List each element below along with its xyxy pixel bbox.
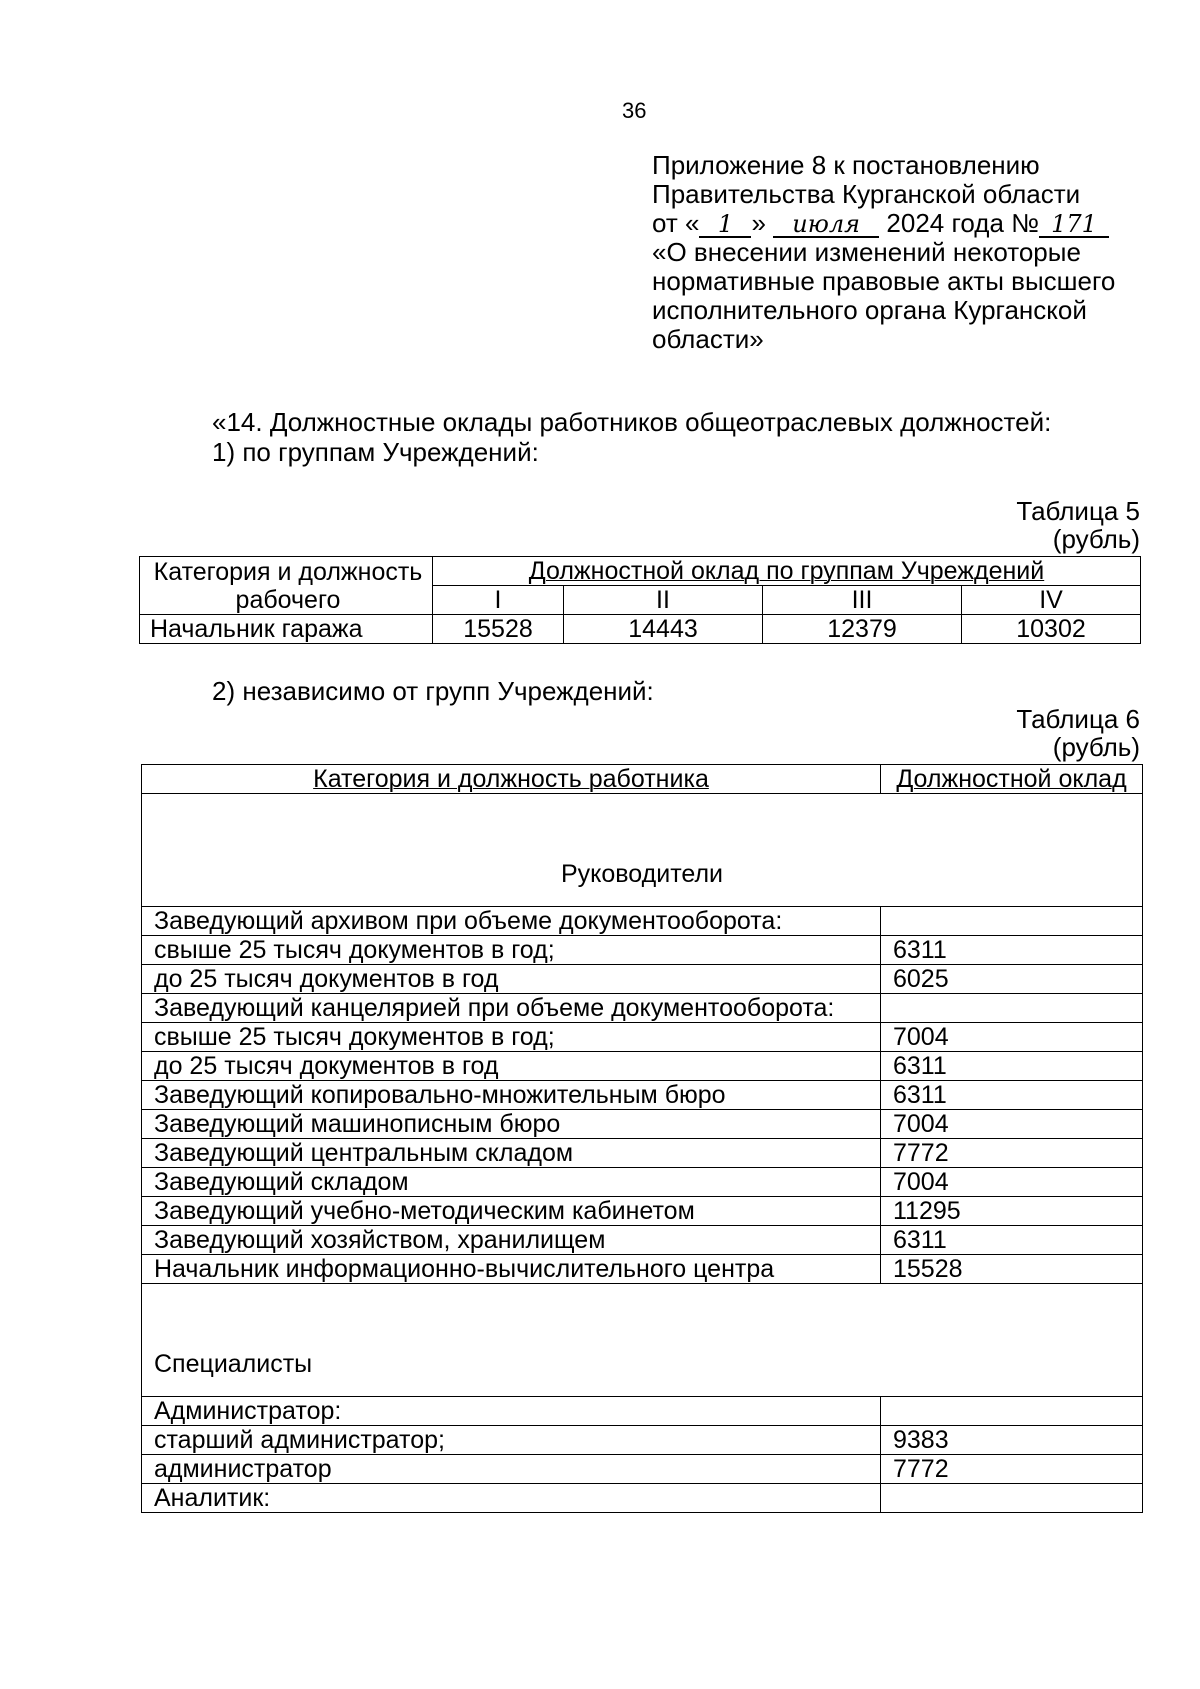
table-row <box>142 994 1143 1023</box>
table6-salary: 15528 <box>881 1255 1143 1284</box>
handwritten-number: 171 <box>1039 212 1109 238</box>
table6-salary <box>881 1484 1143 1513</box>
page-number: 36 <box>622 98 647 123</box>
appendix-line: исполнительного органа Курганской <box>652 295 1087 325</box>
table5-group-2: II <box>564 586 763 615</box>
table6-position: Заведующий канцелярией при объеме документооборота: <box>142 994 881 1023</box>
table-row <box>142 1484 1143 1513</box>
table-row <box>142 1226 1143 1255</box>
table6-salary <box>881 1397 1143 1426</box>
table6-position: администратор <box>142 1455 881 1484</box>
table5-position: Начальник гаража <box>140 615 433 644</box>
table-row <box>142 1052 1143 1081</box>
table6-salary: 6311 <box>881 1081 1143 1110</box>
table5-value: 10302 <box>962 615 1141 644</box>
table6-position: Заведующий архивом при объеме документооборота: <box>142 907 881 936</box>
table6-salary: 7004 <box>881 1168 1143 1197</box>
date-prefix: от « <box>652 208 700 238</box>
handwritten-month: июля <box>773 212 879 238</box>
table5 <box>139 556 1141 644</box>
table6-salary: 7004 <box>881 1023 1143 1052</box>
table5-value: 14443 <box>564 615 763 644</box>
date-year-text: 2024 года № <box>886 208 1040 238</box>
table-row <box>142 1255 1143 1284</box>
table6-position: до 25 тысяч документов в год <box>142 1052 881 1081</box>
table6-salary <box>881 907 1143 936</box>
table-row <box>142 1455 1143 1484</box>
table5-value: 12379 <box>763 615 962 644</box>
table5-unit: (рубль) <box>1052 524 1140 554</box>
appendix-line: области» <box>652 324 764 354</box>
table6-salary: 6025 <box>881 965 1143 994</box>
table6-salary: 6311 <box>881 936 1143 965</box>
table6-section-heading: Руководители <box>142 794 1143 907</box>
table5-value: 15528 <box>433 615 564 644</box>
table-section-row <box>142 1284 1143 1397</box>
table-row <box>142 1081 1143 1110</box>
table6-salary: 11295 <box>881 1197 1143 1226</box>
appendix-line: «О внесении изменений некоторые <box>652 237 1081 267</box>
table6-position: старший администратор; <box>142 1426 881 1455</box>
table6-position: свыше 25 тысяч документов в год; <box>142 936 881 965</box>
table6-caption <box>1016 705 1140 761</box>
table6 <box>141 764 1143 1513</box>
table5-group-1: I <box>433 586 564 615</box>
table6-salary: 9383 <box>881 1426 1143 1455</box>
table-row <box>142 965 1143 994</box>
table6-position: до 25 тысяч документов в год <box>142 965 881 994</box>
table-row <box>142 1197 1143 1226</box>
table-row <box>142 1023 1143 1052</box>
table6-salary: 6311 <box>881 1052 1143 1081</box>
appendix-header <box>652 151 1132 354</box>
table-row <box>142 1397 1143 1426</box>
table-row <box>142 1426 1143 1455</box>
table6-position: Заведующий хозяйством, хранилищем <box>142 1226 881 1255</box>
table6-section-heading: Специалисты <box>142 1284 1143 1397</box>
table6-position: Начальник информационно-вычислительного центра <box>142 1255 881 1284</box>
table6-salary <box>881 994 1143 1023</box>
table6-position: свыше 25 тысяч документов в год; <box>142 1023 881 1052</box>
table6-position: Заведующий машинописным бюро <box>142 1110 881 1139</box>
table6-body <box>142 794 1143 1513</box>
table6-salary: 7772 <box>881 1455 1143 1484</box>
table-row <box>142 907 1143 936</box>
table5-caption-title: Таблица 5 <box>1016 496 1140 526</box>
table6-position: Заведующий копировально-множительным бюро <box>142 1081 881 1110</box>
table6-position: Администратор: <box>142 1397 881 1426</box>
table6-position: Заведующий складом <box>142 1168 881 1197</box>
table5-group-3: III <box>763 586 962 615</box>
table6-salary: 6311 <box>881 1226 1143 1255</box>
table-row <box>140 615 1141 644</box>
table-row <box>142 1110 1143 1139</box>
table-row <box>142 936 1143 965</box>
appendix-date-line <box>652 209 1132 238</box>
table6-unit: (рубль) <box>1052 732 1140 762</box>
table5-caption <box>1016 497 1140 553</box>
table-row <box>142 1168 1143 1197</box>
subsection-1: 1) по группам Учреждений: <box>212 437 539 467</box>
table5-col-category: Категория и должность рабочего <box>140 557 433 615</box>
table6-position: Заведующий учебно-методическим кабинетом <box>142 1197 881 1226</box>
appendix-line: Приложение 8 к постановлению <box>652 150 1040 180</box>
table5-col-group-header: Должностной оклад по группам Учреждений <box>433 557 1141 586</box>
appendix-line: нормативные правовые акты высшего <box>652 266 1116 296</box>
subsection-2: 2) независимо от групп Учреждений: <box>212 676 654 706</box>
table6-col-salary: Должностной оклад <box>881 765 1143 794</box>
table6-col-category: Категория и должность работника <box>142 765 881 794</box>
table6-salary: 7772 <box>881 1139 1143 1168</box>
handwritten-day: 1 <box>699 212 751 238</box>
table6-caption-title: Таблица 6 <box>1016 704 1140 734</box>
table6-salary: 7004 <box>881 1110 1143 1139</box>
table6-position: Аналитик: <box>142 1484 881 1513</box>
date-mid: » <box>751 208 766 238</box>
table-row <box>142 1139 1143 1168</box>
table-section-row <box>142 794 1143 907</box>
section-title: «14. Должностные оклады работников общеотраслевых должностей: <box>212 407 1052 437</box>
table5-group-4: IV <box>962 586 1141 615</box>
table6-position: Заведующий центральным складом <box>142 1139 881 1168</box>
appendix-line: Правительства Курганской области <box>652 179 1081 209</box>
